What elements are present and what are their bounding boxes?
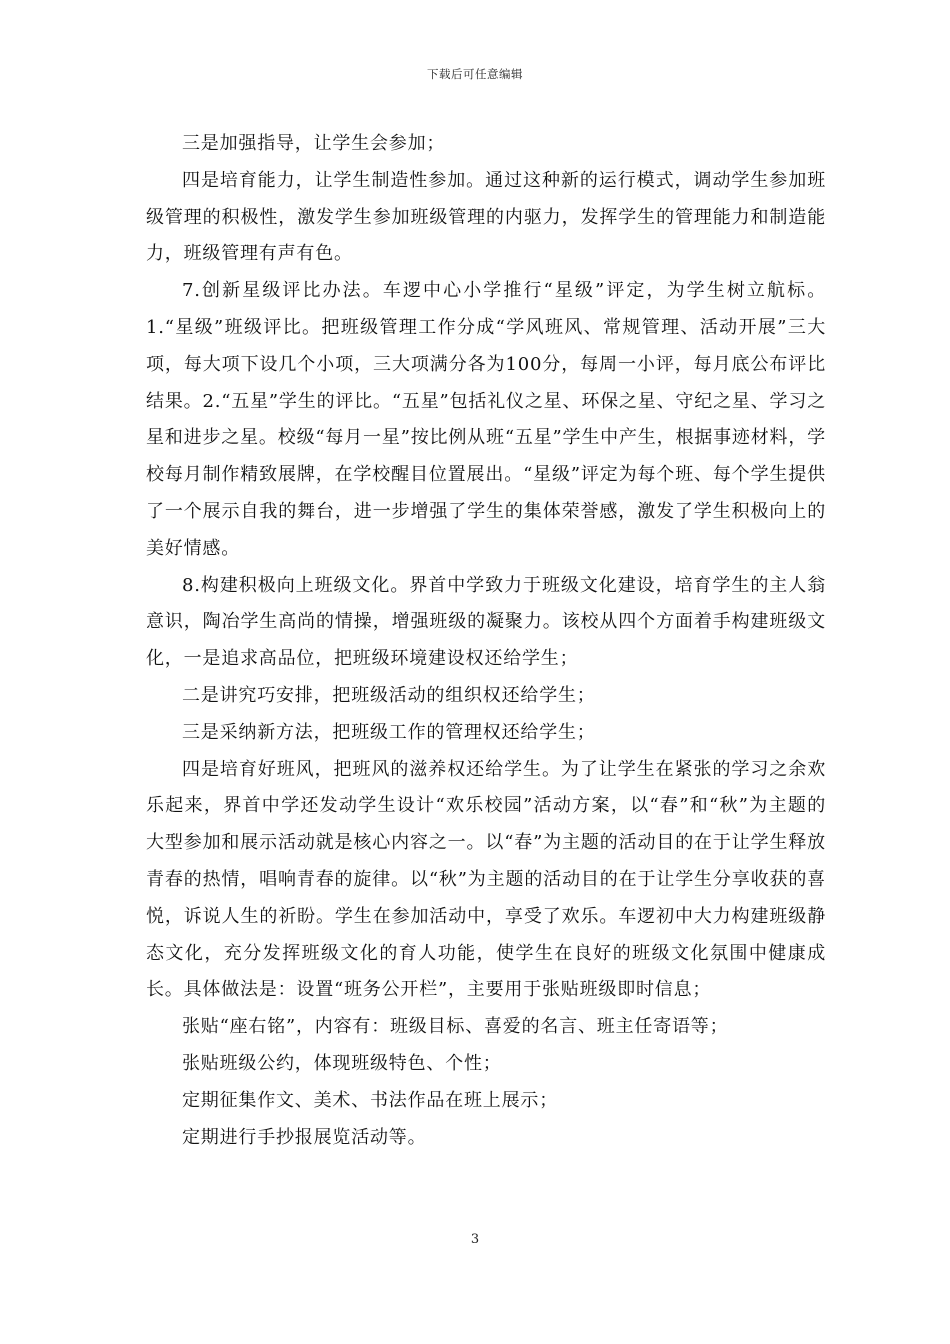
- paragraph-3: 7.创新星级评比办法。车逻中心小学推行“星级”评定，为学生树立航标。1.“星级”班级评比。把班级管理工作分成“学风班风、常规管理、活动开展”三大项，每大项下设几个小项，三大项满分各为100分，每周一小评，每月底公布评比结果。2.“五星”学生的评比。“五星”包括礼仪之星、环保之星、守纪之星、学习之星和进步之星。校级“每月一星”按比例从班“五星”学生中产生，根据事迹材料，学校每月制作精致展牌，在学校醒目位置展出。“星级”评定为每个班、每个学生提供了一个展示自我的舞台，进一步增强了学生的集体荣誉感，激发了学生积极向上的美好情感。: [146, 280, 826, 559]
- page-number: 3: [470, 1232, 480, 1247]
- paragraph-1: 三是加强指导，让学生会参加；: [182, 133, 446, 154]
- paragraph-8: 张贴“座右铭”，内容有：班级目标、喜爱的名言、班主任寄语等；: [182, 1016, 729, 1038]
- paragraph-5: 二是讲究巧安排，把班级活动的组织权还给学生；: [182, 684, 596, 706]
- page-header: 下载后可任意编辑: [427, 67, 523, 81]
- paragraph-11: 定期进行手抄报展览活动等。: [182, 1126, 427, 1148]
- paragraph-6: 三是采纳新方法，把班级工作的管理权还给学生；: [182, 721, 596, 743]
- paragraph-4: 8.构建积极向上班级文化。界首中学致力于班级文化建设，培育学生的主人翁意识，陶冶学生高尚的情操，增强班级的凝聚力。该校从四个方面着手构建班级文化，一是追求高品位，把班级环境建设权还给学生；: [146, 574, 826, 670]
- paragraph-2: 四是培育能力，让学生制造性参加。通过这种新的运行模式，调动学生参加班级管理的积极性，激发学生参加班级管理的内驱力，发挥学生的管理能力和制造能力，班级管理有声有色。: [146, 169, 826, 265]
- paragraph-10: 定期征集作文、美术、书法作品在班上展示；: [182, 1089, 558, 1111]
- body-text: [146, 126, 826, 1156]
- paragraph-9: 张贴班级公约，体现班级特色、个性；: [182, 1052, 502, 1074]
- paragraph-7: 四是培育好班风，把班风的滋养权还给学生。为了让学生在紧张的学习之余欢乐起来，界首中学还发动学生设计“欢乐校园”活动方案，以“春”和“秋”为主题的大型参加和展示活动就是核心内容之一。以“春”为主题的活动目的在于让学生释放青春的热情，唱响青春的旋律。以“秋”为主题的活动目的在于让学生分享收获的喜悦，诉说人生的祈盼。学生在参加活动中，享受了欢乐。车逻初中大力构建班级静态文化，充分发挥班级文化的育人功能，使学生在良好的班级文化氛围中健康成长。具体做法是：设置“班务公开栏”，主要用于张贴班级即时信息；: [146, 758, 826, 1001]
